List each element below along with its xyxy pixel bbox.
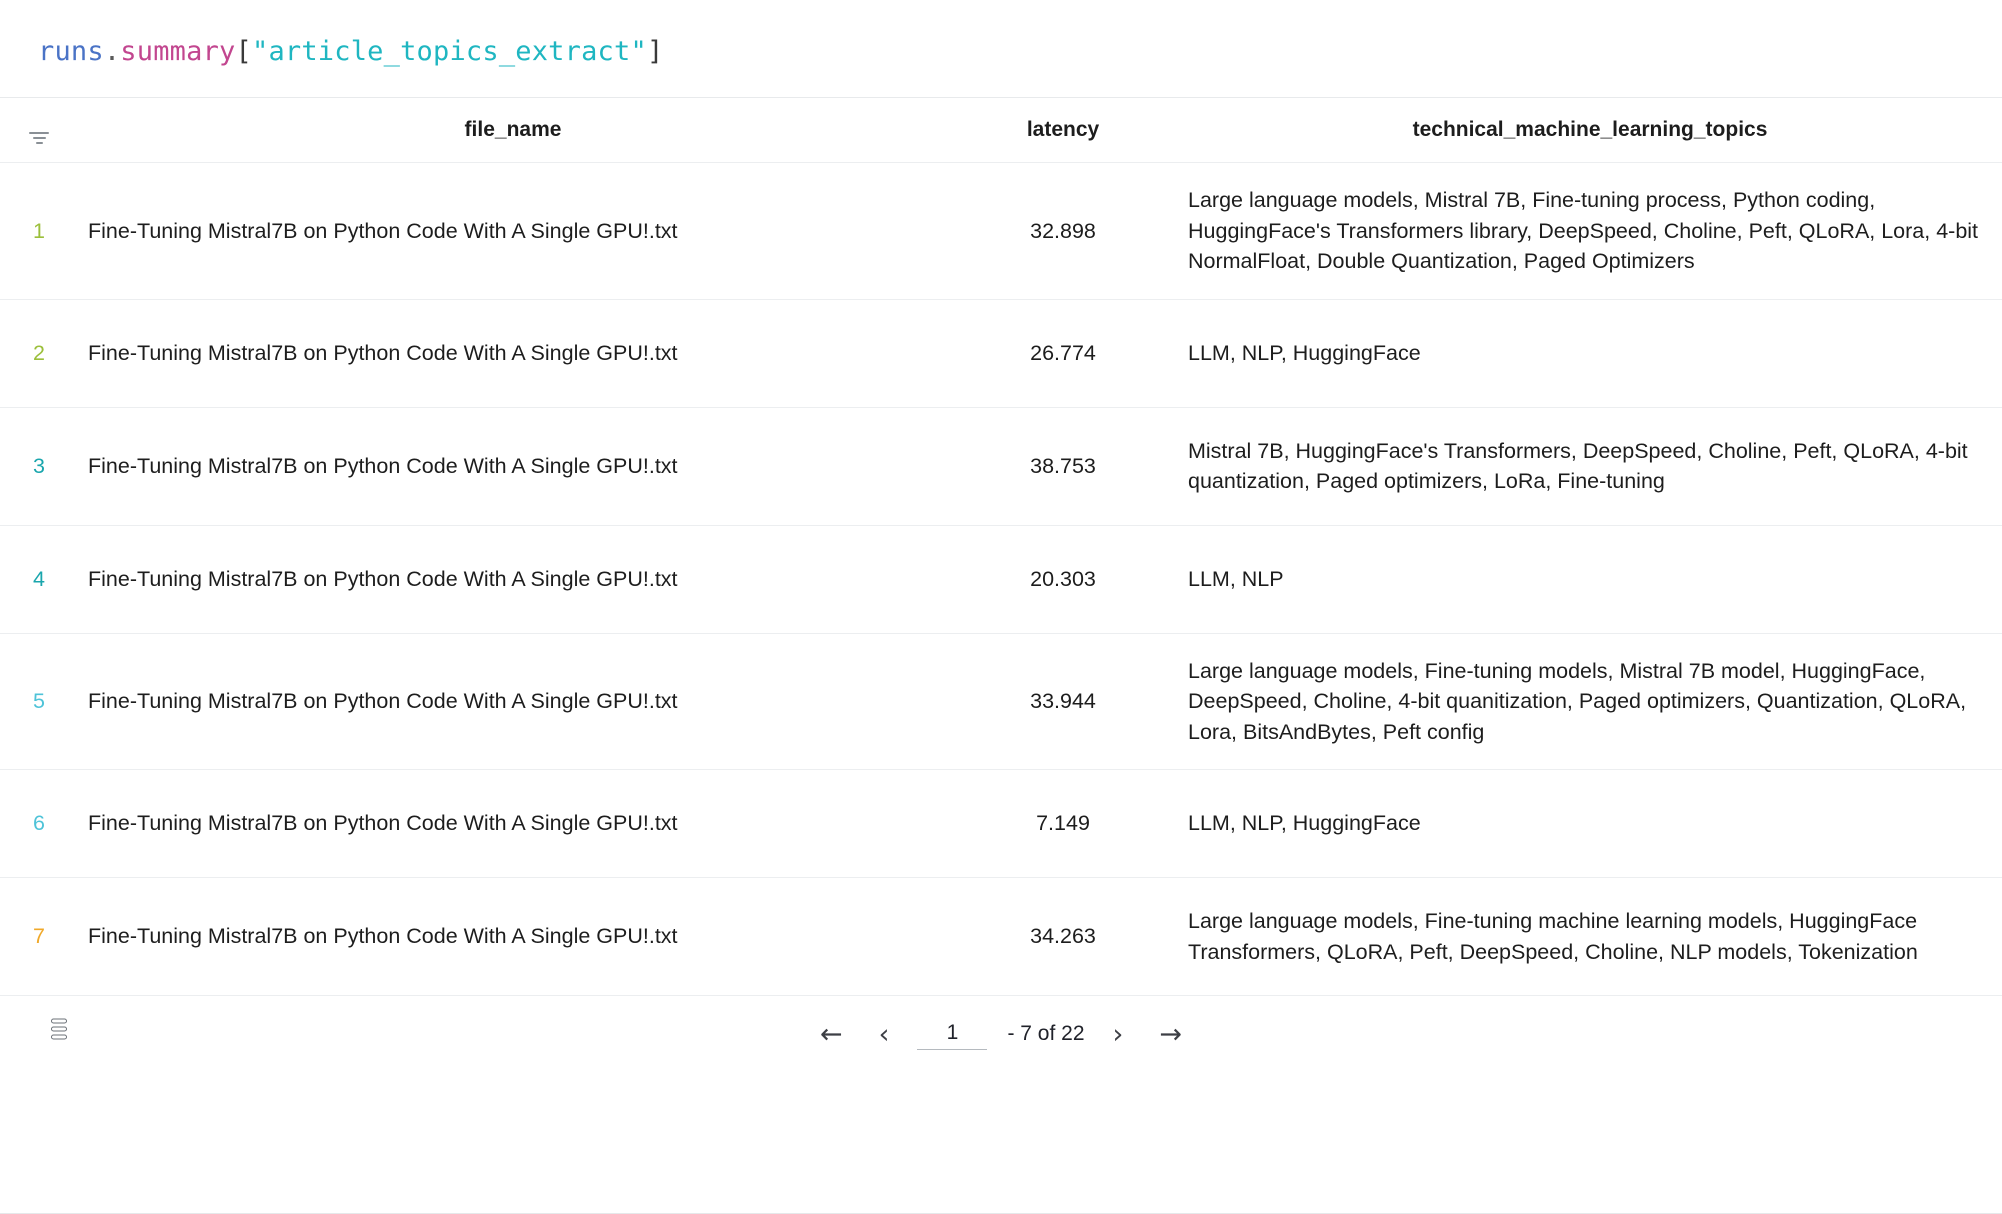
code-close-bracket: ] (646, 36, 664, 67)
row-topics: Large language models, Fine-tuning machine learning models, HuggingFace Transformers, QLoRA, Peft, DeepSpeed, Choline, NLP models, Tokenization (1178, 878, 2002, 996)
row-latency: 7.149 (948, 770, 1178, 878)
row-file-name: Fine-Tuning Mistral7B on Python Code With A Single GPU!.txt (78, 299, 948, 407)
row-index: 5 (0, 633, 78, 770)
row-topics: Large language models, Fine-tuning models, Mistral 7B model, HuggingFace, DeepSpeed, Choline, 4-bit quanitization, Paged optimizers, Quantization, QLoRA, Lora, BitsAndBytes, Peft config (1178, 633, 2002, 770)
row-topics: LLM, NLP (1178, 525, 2002, 633)
page-number-input[interactable] (917, 1019, 987, 1050)
row-latency: 32.898 (948, 163, 1178, 300)
column-header-topics[interactable]: technical_machine_learning_topics (1178, 98, 2002, 163)
row-file-name: Fine-Tuning Mistral7B on Python Code With A Single GPU!.txt (78, 525, 948, 633)
columns-icon[interactable] (50, 1019, 70, 1045)
page-range-label: - 7 of 22 (1007, 1022, 1085, 1046)
row-latency: 20.303 (948, 525, 1178, 633)
row-topics: LLM, NLP, HuggingFace (1178, 770, 2002, 878)
row-index: 2 (0, 299, 78, 407)
code-expression (0, 0, 2002, 98)
prev-page-button[interactable]: ‹ (871, 1019, 898, 1050)
column-header-file-name[interactable]: file_name (78, 98, 948, 163)
columns-toggle[interactable] (50, 1019, 70, 1050)
table-row[interactable] (0, 633, 2002, 770)
filter-icon[interactable] (26, 132, 52, 144)
first-page-button[interactable]: ← (812, 1019, 851, 1050)
row-topics: LLM, NLP, HuggingFace (1178, 299, 2002, 407)
row-file-name: Fine-Tuning Mistral7B on Python Code With A Single GPU!.txt (78, 633, 948, 770)
table-row[interactable] (0, 878, 2002, 996)
code-close-quote: " (630, 36, 647, 67)
table-footer (0, 996, 2002, 1072)
row-index: 7 (0, 878, 78, 996)
next-page-button[interactable]: › (1105, 1019, 1132, 1050)
table-header-row (0, 98, 2002, 163)
row-file-name: Fine-Tuning Mistral7B on Python Code With A Single GPU!.txt (78, 407, 948, 525)
row-file-name: Fine-Tuning Mistral7B on Python Code With A Single GPU!.txt (78, 163, 948, 300)
row-topics: Mistral 7B, HuggingFace's Transformers, DeepSpeed, Choline, Peft, QLoRA, 4-bit quantization, Paged optimizers, LoRa, Fine-tuning (1178, 407, 2002, 525)
row-latency: 38.753 (948, 407, 1178, 525)
table-header (0, 98, 2002, 163)
row-latency: 34.263 (948, 878, 1178, 996)
row-topics: Large language models, Mistral 7B, Fine-tuning process, Python coding, HuggingFace's Transformers library, DeepSpeed, Choline, Peft, QLoRA, Lora, 4-bit NormalFloat, Double Quantization, Paged Optimizers (1178, 163, 2002, 300)
table-row[interactable] (0, 770, 2002, 878)
table-row[interactable] (0, 163, 2002, 300)
code-open-quote: " (251, 36, 269, 67)
code-key: article_topics_extract (268, 36, 631, 67)
code-object: runs (38, 36, 104, 67)
code-dot: . (103, 36, 121, 67)
pagination (812, 1019, 1190, 1050)
column-header-latency[interactable]: latency (948, 98, 1178, 163)
row-index: 3 (0, 407, 78, 525)
table-row[interactable] (0, 299, 2002, 407)
results-table (0, 98, 2002, 996)
table-row[interactable] (0, 525, 2002, 633)
row-file-name: Fine-Tuning Mistral7B on Python Code With A Single GPU!.txt (78, 770, 948, 878)
row-file-name: Fine-Tuning Mistral7B on Python Code With A Single GPU!.txt (78, 878, 948, 996)
row-index: 4 (0, 525, 78, 633)
code-attribute: summary (120, 36, 236, 67)
row-index: 1 (0, 163, 78, 300)
row-index: 6 (0, 770, 78, 878)
table-body (0, 163, 2002, 996)
row-latency: 26.774 (948, 299, 1178, 407)
code-open-bracket: [ (235, 36, 252, 67)
row-latency: 33.944 (948, 633, 1178, 770)
column-header-index (0, 98, 78, 163)
table-row[interactable] (0, 407, 2002, 525)
last-page-button[interactable]: → (1151, 1019, 1190, 1050)
